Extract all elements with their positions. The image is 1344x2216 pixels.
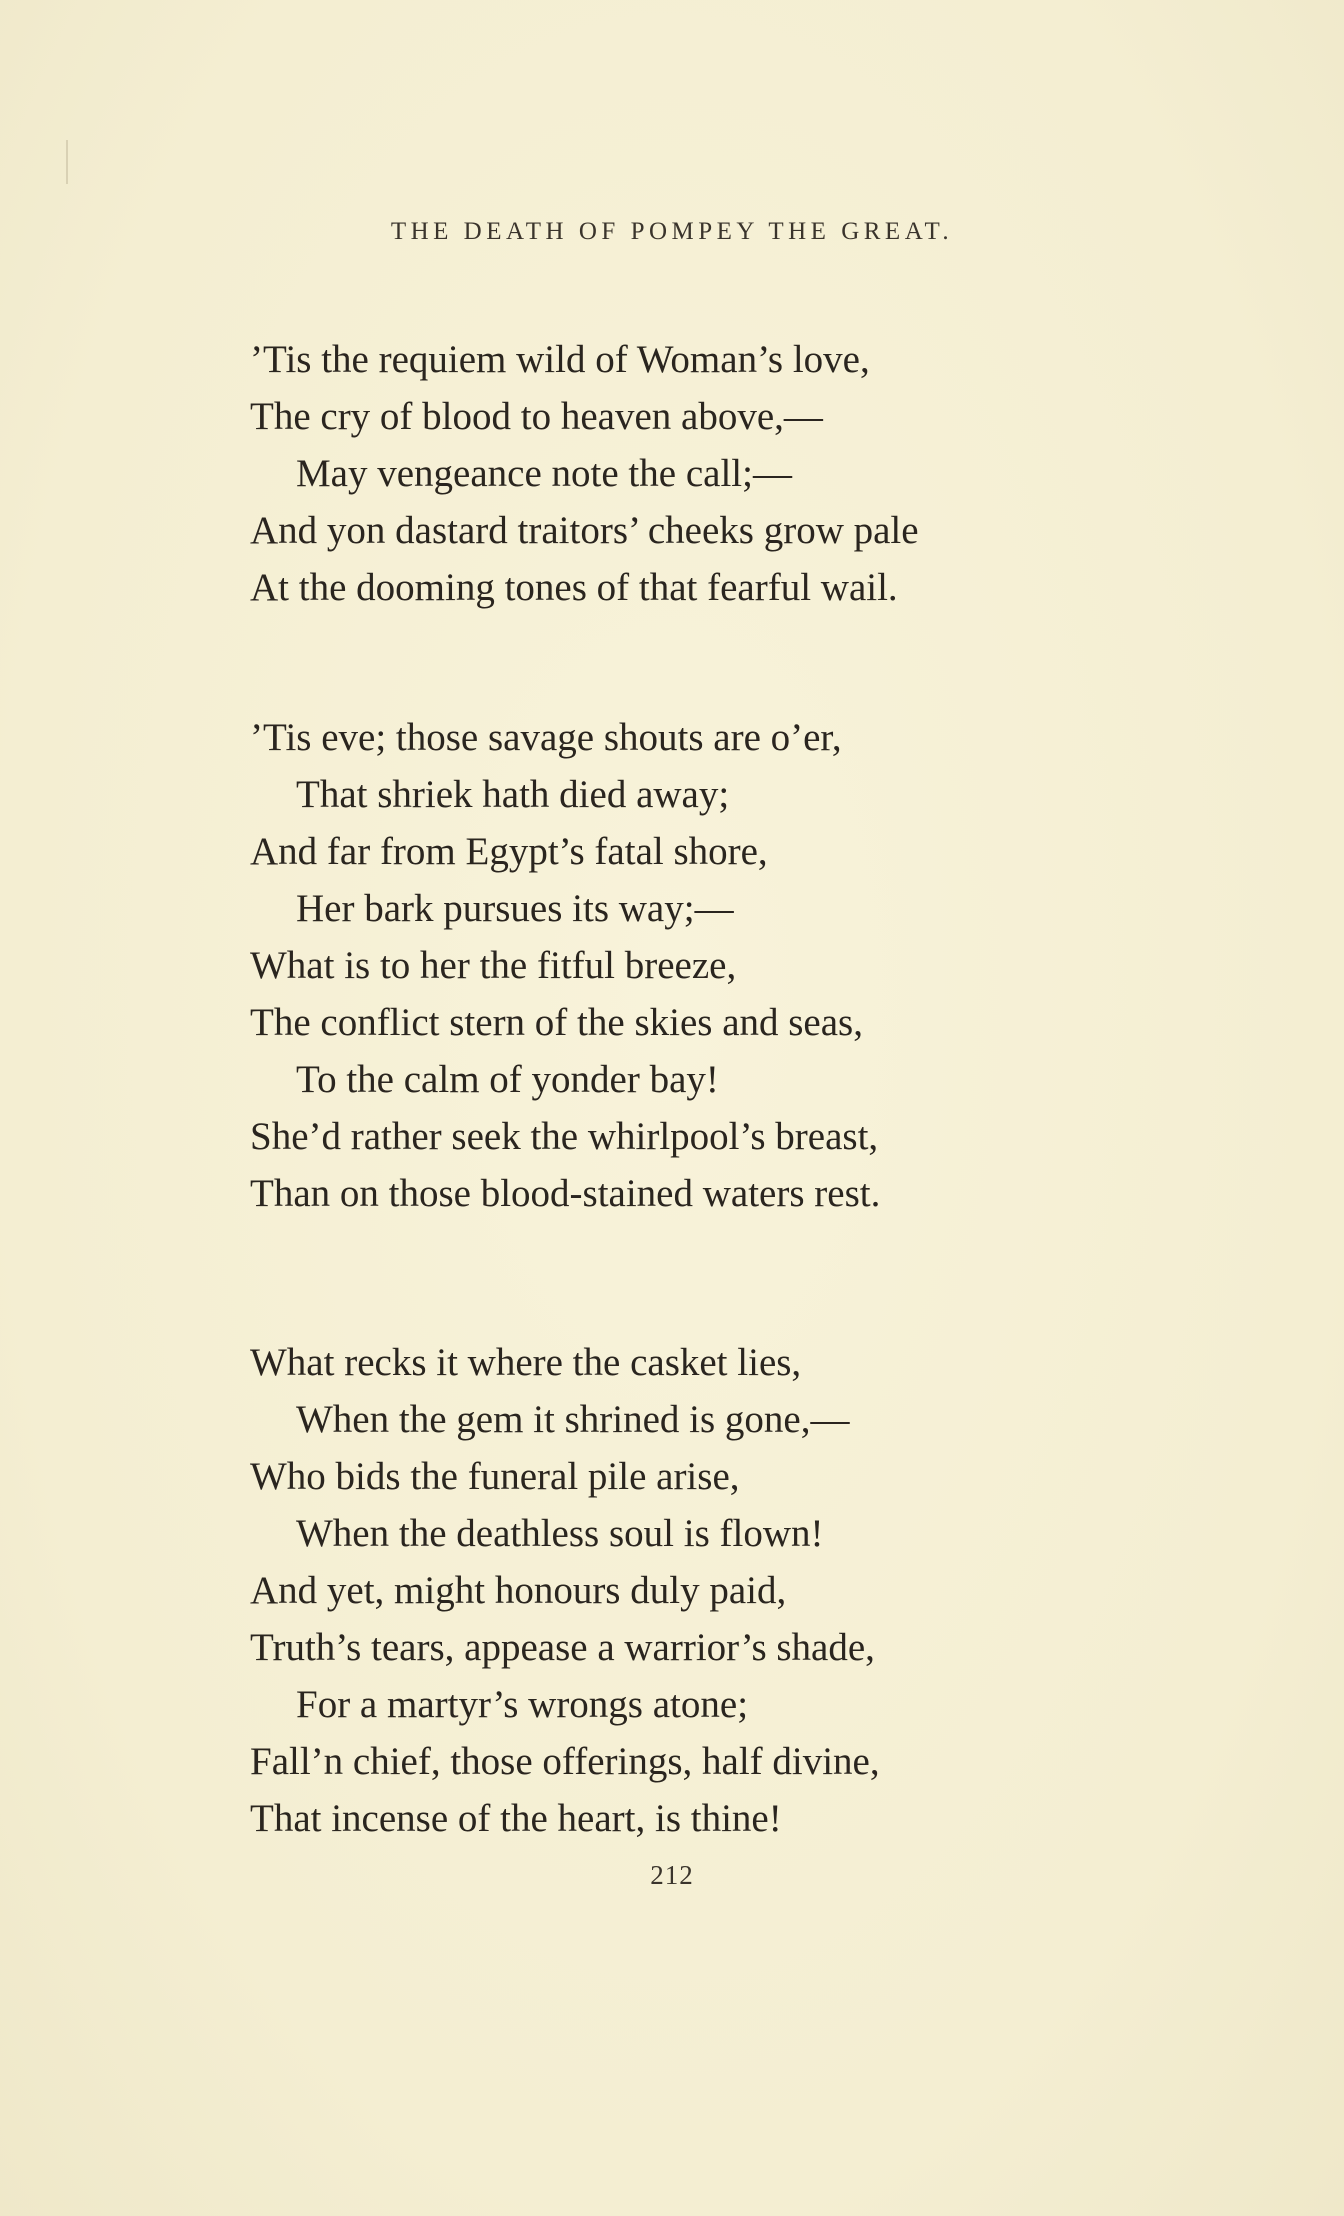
poem-line: Her bark pursues its way;— — [296, 887, 734, 930]
poem-line: May vengeance note the call;— — [296, 452, 792, 495]
poem-line: For a martyr’s wrongs atone; — [296, 1683, 749, 1726]
poem-line: At the dooming tones of that fearful wail. — [250, 566, 898, 609]
margin-mark — [66, 140, 68, 184]
poem-line: ’Tis the requiem wild of Woman’s love, — [250, 338, 870, 381]
poem-line: Than on those blood-stained waters rest. — [250, 1172, 881, 1215]
running-head: THE DEATH OF POMPEY THE GREAT. — [390, 218, 954, 245]
poem-line: That shriek hath died away; — [296, 773, 730, 816]
poem-line: When the gem it shrined is gone,— — [296, 1398, 850, 1441]
poem-line: Who bids the funeral pile arise, — [250, 1455, 740, 1498]
poem-line: What is to her the fitful breeze, — [250, 944, 737, 987]
poem-line: What recks it where the casket lies, — [250, 1341, 802, 1384]
poem-line: The conflict stern of the skies and seas, — [250, 1001, 863, 1044]
poem-line: And far from Egypt’s fatal shore, — [250, 830, 768, 873]
poem-line: And yet, might honours duly paid, — [250, 1569, 787, 1612]
poem-line: And yon dastard traitors’ cheeks grow pale — [250, 509, 919, 552]
poem-line: That incense of the heart, is thine! — [250, 1797, 782, 1840]
page-number: 212 — [650, 1860, 694, 1890]
poem-line: She’d rather seek the whirlpool’s breast, — [250, 1115, 879, 1158]
poem-line: The cry of blood to heaven above,— — [250, 395, 823, 438]
stanza — [250, 331, 919, 616]
poem-line: Truth’s tears, appease a warrior’s shade, — [250, 1626, 875, 1669]
poem-line: When the deathless soul is flown! — [296, 1512, 824, 1555]
stanza — [250, 1334, 880, 1847]
poem-line: Fall’n chief, those offerings, half divine, — [250, 1740, 880, 1783]
poem-line: ’Tis eve; those savage shouts are o’er, — [250, 716, 842, 759]
stanza — [250, 709, 880, 1222]
poem-line: To the calm of yonder bay! — [296, 1058, 719, 1101]
